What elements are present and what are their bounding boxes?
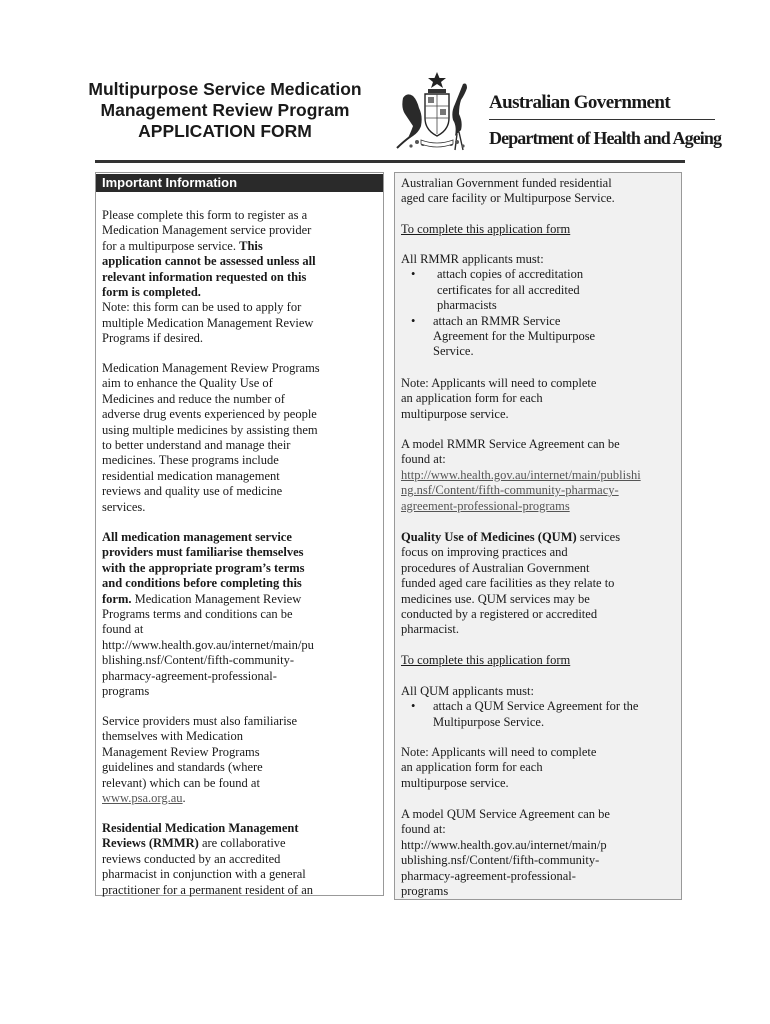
header-divider <box>95 160 685 163</box>
p1-line-plain: for a multipurpose service. <box>102 238 240 253</box>
note1-line: multipurpose service. <box>401 406 509 421</box>
qum-bullet1-line: Multipurpose Service. <box>433 714 545 729</box>
title-line-2: Management Review Program <box>100 100 350 120</box>
title-line-1: Multipurpose Service Medication <box>88 79 362 99</box>
p2-line: Medication Management Review Programs <box>102 361 320 375</box>
qum-line: conducted by a registered or accredited <box>401 607 598 621</box>
p1-line: relevant information requested on this <box>102 269 307 284</box>
important-information-heading: Important Information <box>96 174 383 192</box>
rmmr-bullet2-line: Service. <box>433 344 474 359</box>
bullet-icon: • <box>411 267 416 282</box>
p3-line: providers must familiarise themselves <box>102 545 304 560</box>
p5-line: practitioner for a permanent resident of an <box>102 882 314 897</box>
p1-line <box>102 239 263 254</box>
p3-line: with the appropriate program’s terms <box>102 560 305 575</box>
p2-line: Medicines and reduce the number of <box>102 391 285 406</box>
rmmr-agreement-link[interactable]: http://www.health.gov.au/internet/main/publishi <box>401 467 641 482</box>
p4-line: guidelines and standards (where <box>102 760 263 775</box>
terms-url-line: http://www.health.gov.au/internet/main/pu <box>102 637 314 652</box>
p2-line: to better understand and manage their <box>102 438 291 452</box>
rmmr-bullet1-line: attach copies of accreditation <box>437 267 584 282</box>
qum-agreement-url: pharmacy-agreement-professional- <box>401 868 576 883</box>
p1-line: Note: this form can be used to apply for <box>102 300 302 315</box>
p2-line: using multiple medicines by assisting them <box>102 422 318 437</box>
p2-line: adverse drug events experienced by people <box>102 407 317 422</box>
bullet-icon: • <box>411 699 416 714</box>
p5-line: reviews conducted by an accredited <box>102 851 281 866</box>
p1-line: application cannot be assessed unless all <box>102 254 316 269</box>
right-column <box>394 172 682 900</box>
qum-agreement-url: http://www.health.gov.au/internet/main/p <box>401 837 607 852</box>
rmmr-bullet2-line: attach an RMMR Service <box>433 313 561 328</box>
left-column <box>95 172 384 896</box>
p1-line: multiple Medication Management Review <box>102 315 314 330</box>
p1-line: form is completed. <box>102 285 201 299</box>
form-title <box>70 79 380 142</box>
title-line-3: APPLICATION FORM <box>138 121 312 141</box>
p2-line: services. <box>102 499 146 514</box>
p1-line-bold: This <box>239 238 263 253</box>
rmmr-agreement-link[interactable]: agreement-professional-programs <box>401 498 570 513</box>
p4-line <box>102 791 186 806</box>
qum-agreement-url: programs <box>401 884 449 898</box>
coat-of-arms-icon <box>393 70 481 154</box>
rmmr-bullet1-line: certificates for all accredited <box>437 282 580 297</box>
p4-line: Management Review Programs <box>102 744 260 759</box>
rmmr-agreement-link[interactable]: ng.nsf/Content/fifth-community-pharmacy- <box>401 483 619 498</box>
rmmr-bullet1-line: pharmacists <box>437 298 497 313</box>
note2-line: Note: Applicants will need to complete <box>401 745 597 759</box>
note1-line: Note: Applicants will need to complete <box>401 376 597 390</box>
bullet-icon: • <box>411 313 416 328</box>
rmmr-intro: All RMMR applicants must: <box>401 252 544 266</box>
p4-line: themselves with Medication <box>102 729 243 744</box>
p1-line: Programs if desired. <box>102 331 204 346</box>
p3-line: found at <box>102 622 144 637</box>
p2-line: residential medication management <box>102 468 280 483</box>
note1-line: an application form for each <box>401 391 543 406</box>
p5-line <box>102 836 286 851</box>
p2-line: reviews and quality use of medicine <box>102 484 283 499</box>
qum-plain: services <box>576 530 621 544</box>
qum-line: procedures of Australian Government <box>401 560 590 575</box>
p3-line: and conditions before completing this <box>102 576 302 591</box>
r-p1-line: aged care facility or Multipurpose Service. <box>401 191 615 206</box>
p4-line: Service providers must also familiarise <box>102 714 298 728</box>
note2-line: multipurpose service. <box>401 775 509 790</box>
model-rmmr-line: found at: <box>401 452 446 467</box>
government-name: Australian Government <box>489 92 671 113</box>
note2-line: an application form for each <box>401 760 543 775</box>
model-qum-line: A model QUM Service Agreement can be <box>401 807 610 821</box>
header-rule <box>489 119 715 120</box>
terms-url-line: programs <box>102 684 150 698</box>
p5-line-plain: are collaborative <box>198 836 286 851</box>
p3-line: All medication management service <box>102 530 292 544</box>
p3-line <box>102 592 301 607</box>
qum-agreement-url: ublishing.nsf/Content/fifth-community- <box>401 853 600 868</box>
p5-line: Residential Medication Management <box>102 821 299 835</box>
r-p1-line: Australian Government funded residential <box>401 176 612 190</box>
p5-line-bold: Reviews (RMMR) <box>102 836 199 851</box>
qum-intro: All QUM applicants must: <box>401 684 534 698</box>
complete-form-heading-rmmr: To complete this application form <box>401 222 571 236</box>
p4-period: . <box>182 791 186 805</box>
p1-line: Please complete this form to register as a <box>102 208 308 222</box>
qum-line: medicines use. QUM services may be <box>401 591 590 606</box>
model-rmmr-line: A model RMMR Service Agreement can be <box>401 437 620 451</box>
qum-line <box>401 530 620 545</box>
rmmr-bullet2-line: Agreement for the Multipurpose <box>433 329 596 343</box>
p2-line: aim to enhance the Quality Use of <box>102 376 273 391</box>
model-qum-line: found at: <box>401 822 446 837</box>
qum-bold: Quality Use of Medicines (QUM) <box>401 530 577 544</box>
terms-url-line: blishing.nsf/Content/fifth-community- <box>102 653 294 668</box>
p3-line-plain: Medication Management Review <box>131 591 302 606</box>
department-name: Department of Health and Ageing <box>489 128 722 148</box>
p4-line: relevant) which can be found at <box>102 775 260 790</box>
p5-line: pharmacist in conjunction with a general <box>102 867 306 882</box>
terms-url-line: pharmacy-agreement-professional- <box>102 668 277 683</box>
complete-form-heading-qum: To complete this application form <box>401 653 571 667</box>
qum-line: funded aged care facilities as they relate to <box>401 576 615 591</box>
p1-line: Medication Management service provider <box>102 223 312 238</box>
qum-line: pharmacist. <box>401 622 459 637</box>
p3-line-bold: form. <box>102 591 132 606</box>
qum-line: focus on improving practices and <box>401 545 568 560</box>
p2-line: medicines. These programs include <box>102 453 279 468</box>
p3-line: Programs terms and conditions can be <box>102 607 293 621</box>
qum-bullet1-line: attach a QUM Service Agreement for the <box>433 699 639 714</box>
psa-link[interactable]: www.psa.org.au <box>102 791 183 805</box>
